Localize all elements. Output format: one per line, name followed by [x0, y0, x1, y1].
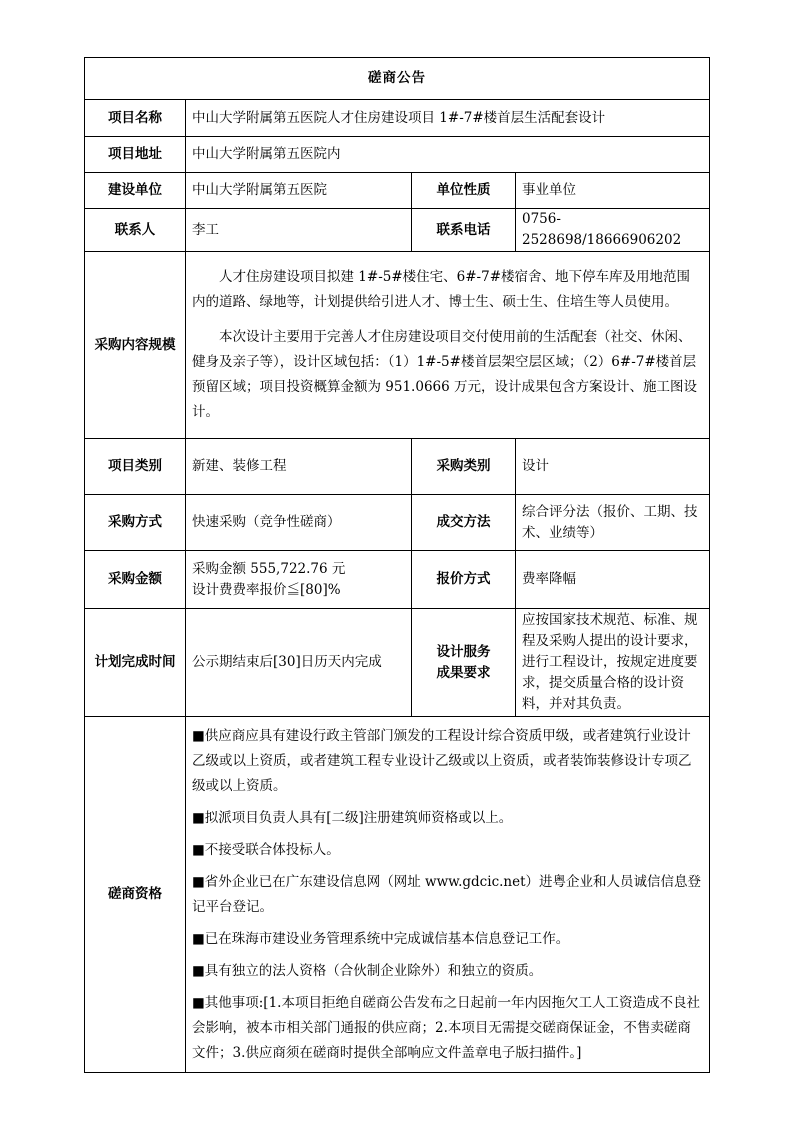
label-design-requirements: [412, 609, 516, 717]
value-deal-method: 综合评分法（报价、工期、技术、业绩等）: [516, 495, 710, 551]
scope-paragraph-2: 本次设计主要用于完善人才住房建设项目交付使用前的生活配套（社交、休闲、健身及亲子等），设计区域包括：（1）1#-5#楼首层架空层区域；（2）6#-7#楼首层预留区域；项目投资概算金额为 951.0666 万元，设计成果包含方案设计、施工图设计。: [192, 329, 697, 420]
label-scope: 采购内容规模: [85, 252, 186, 439]
label-project-address: 项目地址: [85, 137, 186, 173]
design-req-label-line-2: 成果要求: [436, 664, 491, 681]
label-purchase-method: 采购方式: [85, 495, 186, 551]
label-purchase-category: 采购类别: [412, 439, 516, 495]
value-project-category: 新建、装修工程: [186, 439, 412, 495]
value-builder: 中山大学附属第五医院: [186, 173, 412, 209]
label-qualification: 磋商资格: [85, 717, 186, 1073]
value-project-address: 中山大学附属第五医院内: [186, 137, 710, 173]
label-builder: 建设单位: [85, 173, 186, 209]
qualification-item: ■省外企业已在广东建设信息网（网址 www.gdcic.net）进粤企业和人员诚信信息登记平台登记。: [192, 873, 702, 915]
purchase-amount-line-2: 设计费费率报价≦[80]%: [192, 581, 341, 598]
scope-cell: [186, 252, 710, 439]
qualification-item: ■拟派项目负责人具有[二级]注册建筑师资格或以上。: [192, 809, 513, 826]
design-req-label-line-1: 设计服务: [436, 643, 491, 660]
value-unit-nature: 事业单位: [516, 173, 710, 209]
qualification-item: ■不接受联合体投标人。: [192, 841, 340, 858]
label-completion-time: 计划完成时间: [85, 609, 186, 717]
scope-paragraph-1: 人才住房建设项目拟建 1#-5#楼住宅、6#-7#楼宿舍、地下停车库及用地范围内的道路、绿地等，计划提供给引进人才、博士生、硕士生、住培生等人员使用。: [192, 269, 691, 310]
qualification-cell: [186, 717, 710, 1073]
label-project-name: 项目名称: [85, 100, 186, 137]
qualification-item: ■其他事项:[1.本项目拒绝自磋商公告发布之日起前一年内因拖欠工人工资造成不良社会影响，被本市相关部门通报的供应商；2.本项目无需提交磋商保证金，不售卖磋商文件；3.供应商须在磋商时提供全部响应文件盖章电子版扫描件。]: [192, 994, 700, 1061]
notice-table: [84, 57, 710, 1073]
value-quote-method: 费率降幅: [516, 551, 710, 609]
label-unit-nature: 单位性质: [412, 173, 516, 209]
label-contact: 联系人: [85, 209, 186, 252]
label-deal-method: 成交方法: [412, 495, 516, 551]
qualification-item: ■供应商应具有建设行政主管部门颁发的工程设计综合资质甲级，或者建筑行业设计乙级或以上资质，或者建筑工程专业设计乙级或以上资质，或者装饰装修设计专项乙级或以上资质。: [192, 727, 692, 794]
label-phone: 联系电话: [412, 209, 516, 252]
value-phone: 0756-2528698/18666906202: [516, 209, 710, 252]
qualification-item: ■具有独立的法人资格（合伙制企业除外）和独立的资质。: [192, 962, 543, 979]
label-project-category: 项目类别: [85, 439, 186, 495]
purchase-amount-line-1: 采购金额 555,722.76 元: [192, 560, 346, 577]
label-purchase-amount: 采购金额: [85, 551, 186, 609]
qualification-item: ■已在珠海市建设业务管理系统中完成诚信基本信息登记工作。: [192, 930, 570, 947]
value-project-name: 中山大学附属第五医院人才住房建设项目 1#-7#楼首层生活配套设计: [186, 100, 710, 137]
value-design-requirements: 应按国家技术规范、标准、规程及采购人提出的设计要求，进行工程设计，按规定进度要求，提交质量合格的设计资料，并对其负责。: [516, 609, 710, 717]
value-purchase-category: 设计: [516, 439, 710, 495]
value-purchase-amount: [186, 551, 412, 609]
page-title: 磋商公告: [85, 58, 710, 100]
value-contact: 李工: [186, 209, 412, 252]
value-purchase-method: 快速采购（竞争性磋商）: [186, 495, 412, 551]
label-quote-method: 报价方式: [412, 551, 516, 609]
value-completion-time: 公示期结束后[30]日历天内完成: [186, 609, 412, 717]
